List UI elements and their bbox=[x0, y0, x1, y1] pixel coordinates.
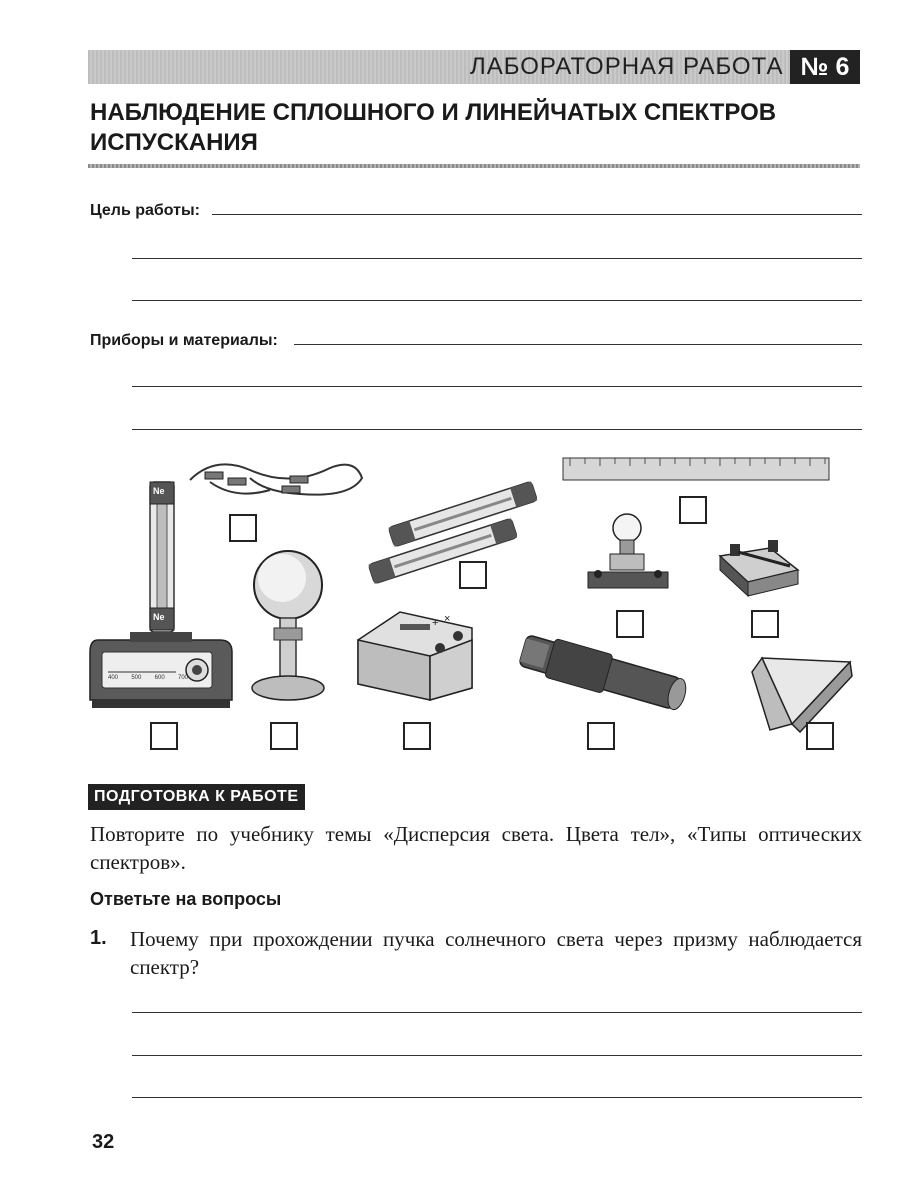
checkbox-wires[interactable] bbox=[229, 514, 257, 542]
checkbox-key-switch[interactable] bbox=[751, 610, 779, 638]
checkbox-prism[interactable] bbox=[806, 722, 834, 750]
checkbox-power-unit[interactable] bbox=[403, 722, 431, 750]
equipment-label: Приборы и материалы: bbox=[90, 332, 278, 349]
checkbox-spectroscope[interactable] bbox=[587, 722, 615, 750]
answer-line-3[interactable] bbox=[132, 1097, 862, 1098]
intro-text: Повторите по учебнику темы «Дисперсия света. Цвета тел», «Типы оптических спектров». bbox=[90, 822, 862, 874]
checkbox-power-supply-tube[interactable] bbox=[150, 722, 178, 750]
questions-heading: Ответьте на вопросы bbox=[90, 889, 282, 909]
scale-label: 700 bbox=[177, 675, 188, 681]
checkbox-spectral-tubes[interactable] bbox=[459, 561, 487, 589]
question-text: Почему при прохождении пучка солнечного света через призму наблюдается спектр? bbox=[130, 927, 862, 979]
tube-label-top: Ne bbox=[153, 486, 165, 496]
lab-work-label: ЛАБОРАТОРНАЯ РАБОТА bbox=[470, 53, 784, 80]
scale-label: 600 bbox=[154, 675, 165, 681]
section-badge: ПОДГОТОВКА К РАБОТЕ bbox=[88, 784, 305, 810]
answer-line-2[interactable] bbox=[132, 1055, 862, 1056]
goal-label: Цель работы: bbox=[90, 202, 200, 219]
scale-label: 500 bbox=[131, 675, 142, 681]
lab-work-number: № 6 bbox=[790, 50, 860, 84]
svg-text:×: × bbox=[444, 613, 451, 625]
checkbox-lamp[interactable] bbox=[616, 610, 644, 638]
svg-text:+: + bbox=[432, 617, 439, 629]
tube-label-bottom: Ne bbox=[153, 612, 165, 622]
answer-line-1[interactable] bbox=[132, 1012, 862, 1013]
scale-label: 400 bbox=[108, 675, 119, 681]
checkbox-ruler[interactable] bbox=[679, 496, 707, 524]
question-number: 1. bbox=[90, 927, 107, 949]
page-number: 32 bbox=[92, 1131, 115, 1153]
page-title: НАБЛЮДЕНИЕ СПЛОШНОГО И ЛИНЕЙЧАТЫХ СПЕКТРОВ ИСПУСКАНИЯ bbox=[90, 99, 777, 156]
checkbox-screen[interactable] bbox=[270, 722, 298, 750]
